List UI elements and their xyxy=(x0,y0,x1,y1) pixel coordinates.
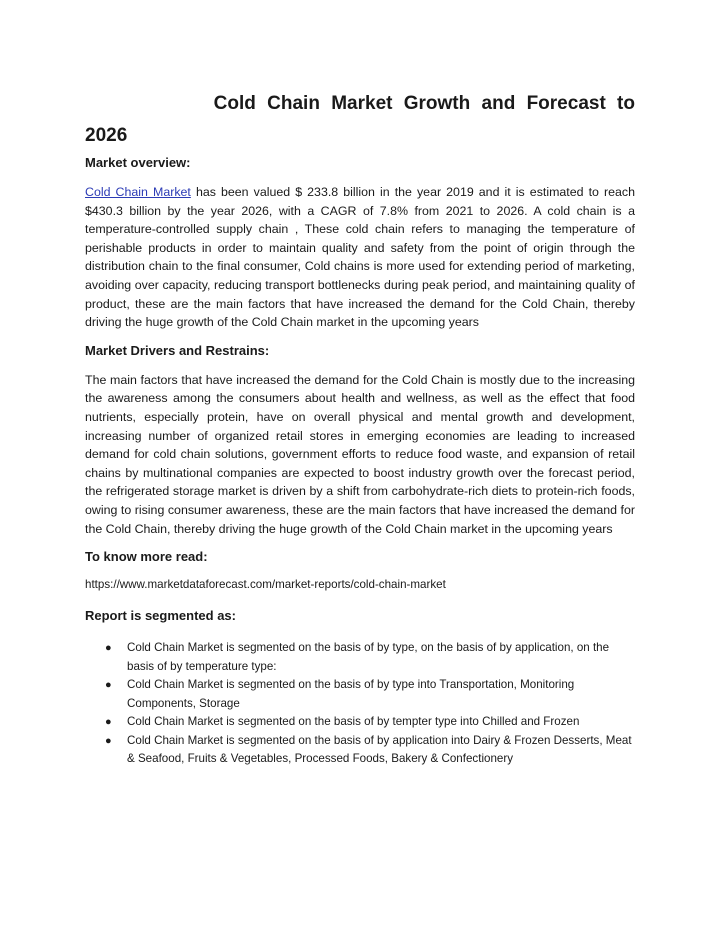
overview-paragraph xyxy=(85,183,635,332)
list-item xyxy=(85,639,635,676)
reference-url: https://www.marketdataforecast.com/market-reports/cold-chain-market xyxy=(85,578,446,592)
list-item-text: Cold Chain Market is segmented on the basis of by type, on the basis of by application, on the basis of by temperature type: xyxy=(127,641,610,673)
read-more-heading: To know more read: xyxy=(85,549,208,565)
list-item xyxy=(85,713,635,732)
bullet-icon: ● xyxy=(105,716,112,729)
segments-heading: Report is segmented as: xyxy=(85,608,236,624)
document-page xyxy=(85,88,635,769)
overview-heading: Market overview: xyxy=(85,155,191,170)
bullet-icon: ● xyxy=(105,734,112,747)
list-item-text: Cold Chain Market is segmented on the basis of by type into Transportation, Monitoring Components, Storage xyxy=(127,678,575,710)
overview-text: has been valued $ 233.8 billion in the year 2019 and it is estimated to reach $430.3 billion by the year 2026, with a CAGR of 7.8% from 2021 to 2026. A cold chain is a temperature-controlled supply chain , These cold chain refers to managing the temperature of perishable products in order to maintain quality and safety from the point of origin through the distribution chain to the final consumer, Cold chains is more used for extending period of marketing, avoiding over capacity, reducing transport bottlenecks during peak period, and maintaining quality of product, these are the main factors that have increased the demand for the Cold Chain, thereby driving the huge growth of the Cold Chain market in the upcoming years xyxy=(85,185,635,330)
document-title xyxy=(85,88,635,152)
title-line-2: 2026 xyxy=(85,125,128,146)
segments-list xyxy=(85,639,635,769)
drivers-paragraph: The main factors that have increased the demand for the Cold Chain is mostly due to the increasing the awareness among the consumers about health and wellness, as well as the effect that food nutrients, especially protein, have on overall physical and mental growth and development, increasing number of organized retail stores in emerging economies are leading to increased demand for cold chain solutions, government efforts to reduce food waste, and expansion of retail chains by multinational companies are expected to boost industry growth over the forecast period, the refrigerated storage market is driven by a shift from carbohydrate-rich diets to protein-rich foods, owing to rising consumer awareness, these are the main factors that have increased the demand for the Cold Chain, thereby driving the huge growth of the Cold Chain market in the upcoming years xyxy=(85,372,635,536)
list-item-text: Cold Chain Market is segmented on the basis of by application into Dairy & Frozen Desserts, Meat & Seafood, Fruits & Vegetables, Processed Foods, Bakery & Confectionery xyxy=(127,733,632,766)
bullet-icon: ● xyxy=(105,642,112,655)
cold-chain-market-link[interactable]: Cold Chain Market xyxy=(85,185,191,199)
list-item xyxy=(85,732,635,769)
title-line-1: Cold Chain Market Growth and Forecast to xyxy=(213,93,635,114)
list-item-text: Cold Chain Market is segmented on the basis of by tempter type into Chilled and Frozen xyxy=(127,715,580,729)
list-item xyxy=(85,676,635,713)
drivers-heading: Market Drivers and Restrains: xyxy=(85,342,270,358)
bullet-icon: ● xyxy=(105,679,112,692)
